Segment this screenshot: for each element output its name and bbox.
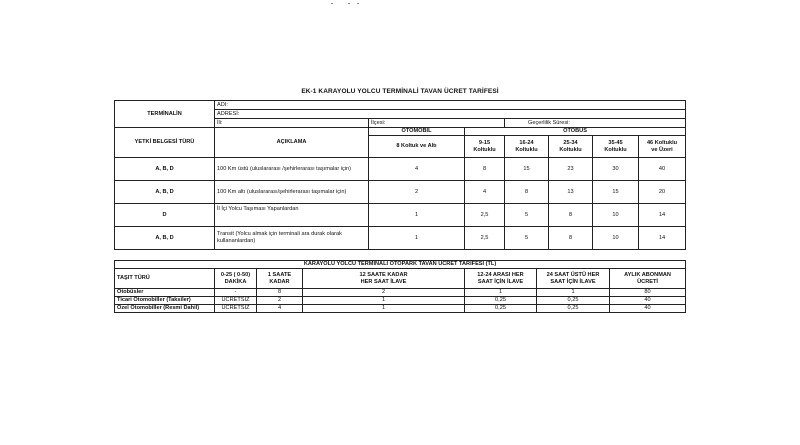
fee-cell: 1 bbox=[465, 289, 537, 297]
yetki-cell: A, B, D bbox=[115, 158, 215, 181]
table-row bbox=[115, 305, 686, 313]
tasit-cell: Özel Otomobiller (Resmi Dahil) bbox=[115, 305, 215, 313]
fee-cell: 8 bbox=[257, 289, 303, 297]
otobus-cell: 14 bbox=[639, 204, 686, 227]
col-header-duration: 24 SAAT ÜSTÜ HER SAAT İÇİN İLAVE bbox=[537, 269, 610, 289]
col-header-otobus: OTOBÜS bbox=[465, 128, 686, 136]
otomobil-cell: 2 bbox=[369, 181, 465, 204]
fee-cell: - bbox=[215, 289, 257, 297]
col-header-aciklama: AÇIKLAMA bbox=[215, 128, 369, 158]
terminal-name-field: ADI: bbox=[215, 101, 686, 110]
fee-cell: 0,25 bbox=[465, 305, 537, 313]
aciklama-cell: 100 Km üstü (uluslararası /şehirlerarası taşımalar için) bbox=[215, 158, 369, 181]
document-title: EK-1 KARAYOLU YOLCU TERMİNALİ TAVAN ÜCRET TARİFESİ bbox=[301, 88, 499, 95]
terminal-validity-field: Geçerlilik Süresi: bbox=[505, 119, 686, 128]
otobus-cell: 5 bbox=[505, 204, 549, 227]
terminal-province-field: İli: bbox=[215, 119, 369, 128]
table-row bbox=[115, 181, 686, 204]
col-header-otomobil: OTOMOBİL bbox=[369, 128, 465, 136]
table-row bbox=[115, 204, 686, 227]
otobus-cell: 10 bbox=[593, 227, 639, 250]
otobus-cell: 14 bbox=[639, 227, 686, 250]
terminal-address-field: ADRESİ: bbox=[215, 110, 686, 119]
otopark-title: KARAYOLU YOLCU TERMİNALİ OTOPARK TAVAN ÜCRET TARİFESİ (TL) bbox=[115, 261, 686, 269]
fee-cell: 4 bbox=[257, 305, 303, 313]
tasit-cell: Ticari Otomobiller (Taksiler) bbox=[115, 297, 215, 305]
table-row bbox=[115, 297, 686, 305]
col-header-duration: 12 SAATE KADAR HER SAAT İLAVE bbox=[303, 269, 465, 289]
otomobil-cell: 4 bbox=[369, 158, 465, 181]
fee-cell: 40 bbox=[610, 297, 686, 305]
otomobil-cell: 1 bbox=[369, 227, 465, 250]
col-header-duration: 1 SAATE KADAR bbox=[257, 269, 303, 289]
otobus-cell: 20 bbox=[639, 181, 686, 204]
fee-cell: ÜCRETSİZ bbox=[215, 305, 257, 313]
otobus-cell: 8 bbox=[549, 204, 593, 227]
otobus-cell: 8 bbox=[549, 227, 593, 250]
otobus-cell: 2,5 bbox=[465, 227, 505, 250]
col-header-otomobil-sub: 8 Koltuk ve Altı bbox=[369, 136, 465, 158]
otobus-cell: 15 bbox=[593, 181, 639, 204]
table-row bbox=[115, 227, 686, 250]
fee-cell: 80 bbox=[610, 289, 686, 297]
otobus-cell: 8 bbox=[465, 158, 505, 181]
fee-cell: 0,25 bbox=[465, 297, 537, 305]
terminal-district-field: İlçesi: bbox=[369, 119, 505, 128]
otomobil-cell: 1 bbox=[369, 204, 465, 227]
scan-artifact bbox=[348, 3, 350, 4]
otobus-cell: 40 bbox=[639, 158, 686, 181]
scan-artifact bbox=[357, 3, 359, 4]
terminal-label: TERMİNALİN bbox=[115, 101, 215, 128]
otobus-cell: 30 bbox=[593, 158, 639, 181]
otobus-cell: 15 bbox=[505, 158, 549, 181]
fee-cell: 1 bbox=[303, 297, 465, 305]
tasit-cell: Otobüsler bbox=[115, 289, 215, 297]
col-header-otobus-sub: 9-15 Koltuklu bbox=[465, 136, 505, 158]
otobus-cell: 2,5 bbox=[465, 204, 505, 227]
col-header-duration: 12-24 ARASI HER SAAT İÇİN İLAVE bbox=[465, 269, 537, 289]
fee-cell: 40 bbox=[610, 305, 686, 313]
table-row bbox=[115, 289, 686, 297]
fee-cell: 1 bbox=[303, 305, 465, 313]
otobus-cell: 23 bbox=[549, 158, 593, 181]
otobus-cell: 8 bbox=[505, 181, 549, 204]
fee-cell: ÜCRETSİZ bbox=[215, 297, 257, 305]
fee-cell: 0,25 bbox=[537, 297, 610, 305]
fee-cell: 2 bbox=[303, 289, 465, 297]
otobus-cell: 13 bbox=[549, 181, 593, 204]
col-header-duration: 0-25 ( 0-50) DAKİKA bbox=[215, 269, 257, 289]
aciklama-cell: İl İçi Yolcu Taşıması Yapanlardan bbox=[215, 204, 369, 227]
otobus-cell: 5 bbox=[505, 227, 549, 250]
col-header-otobus-sub: 16-24 Koltuklu bbox=[505, 136, 549, 158]
col-header-abonman: AYLIK ABONMAN ÜCRETİ bbox=[610, 269, 686, 289]
col-header-otobus-sub: 35-45 Koltuklu bbox=[593, 136, 639, 158]
otobus-cell: 4 bbox=[465, 181, 505, 204]
otopark-fare-table bbox=[114, 260, 686, 313]
col-header-otobus-sub: 46 Koltuklu ve Üzeri bbox=[639, 136, 686, 158]
otobus-cell: 10 bbox=[593, 204, 639, 227]
col-header-otobus-sub: 25-34 Koltuklu bbox=[549, 136, 593, 158]
terminal-fare-table bbox=[114, 100, 686, 250]
fee-cell: 2 bbox=[257, 297, 303, 305]
yetki-cell: A, B, D bbox=[115, 181, 215, 204]
aciklama-cell: Transit (Yolcu almak için terminali ara durak olarak kullananlardan) bbox=[215, 227, 369, 250]
yetki-cell: D bbox=[115, 204, 215, 227]
col-header-tasit: TAŞIT TÜRÜ bbox=[115, 269, 215, 289]
scan-artifact bbox=[331, 3, 333, 4]
fee-cell: 1 bbox=[537, 289, 610, 297]
table-row bbox=[115, 158, 686, 181]
fee-cell: 0,25 bbox=[537, 305, 610, 313]
yetki-cell: A, B, D bbox=[115, 227, 215, 250]
col-header-yetki: YETKİ BELGESİ TÜRÜ bbox=[115, 128, 215, 158]
aciklama-cell: 100 Km altı (uluslararası/şehirlerarası taşımalar için) bbox=[215, 181, 369, 204]
